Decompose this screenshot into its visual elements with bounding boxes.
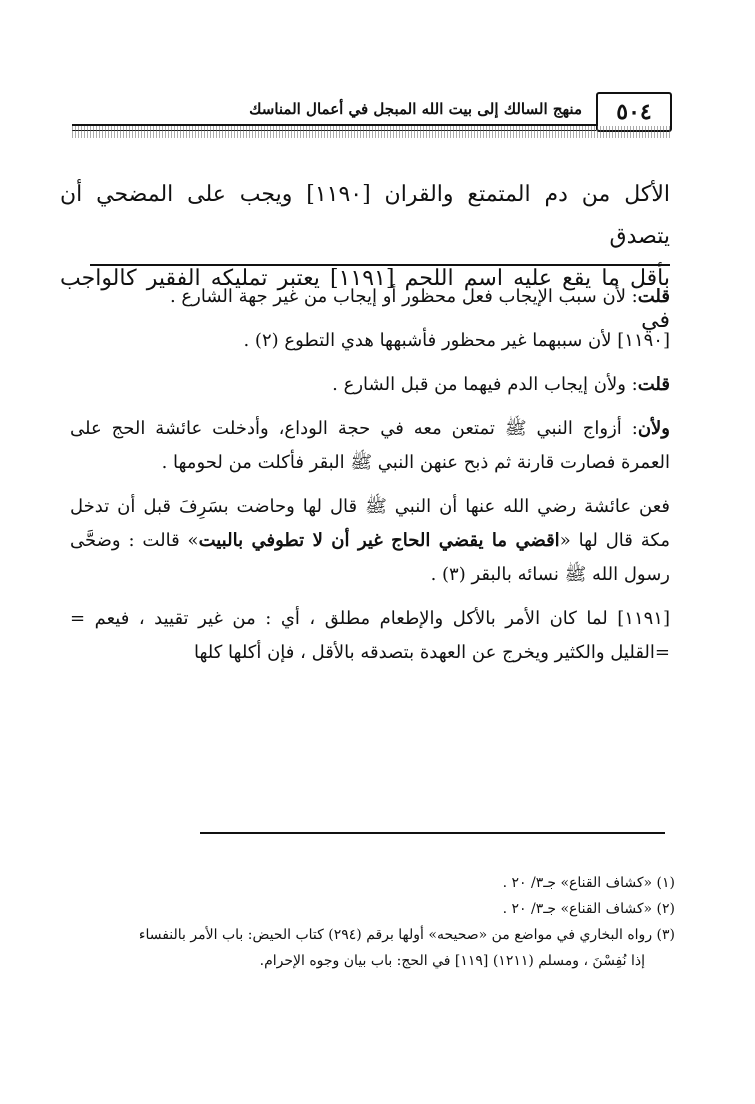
note-3-lead: قلت xyxy=(637,374,670,395)
footnote-2: (٢) «كشاف القناع» جـ٣/ ٢٠ . xyxy=(502,901,675,917)
footnote-separator xyxy=(200,832,665,834)
note-1191: [١١٩١] لما كان الأمر بالأكل والإطعام مطلق ، أي : من غير تقييد ، فيعم = =القليل والكثير ويخرج عن العهدة بتصدقه بالأقل ، فإن أكلها كلها xyxy=(70,608,670,663)
main-line-2: بأقل ما يقع عليه اسم اللحم [١١٩١] يعتبر تمليكه الفقير كالواجب في xyxy=(60,266,671,333)
footnote-3-line-1: (٣) رواه البخاري في مواضع من «صحيحه» أولها برقم (٢٩٤) كتاب الحيض: باب الأمر بالنفساء xyxy=(138,927,675,943)
running-title: منهج السالك إلى بيت الله المبجل في أعمال المناسك xyxy=(249,100,582,118)
note-1-lead: قلت xyxy=(637,286,670,307)
note-5-quote: اقضي ما يقضي الحاج غير أن لا تطوفي بالبيت xyxy=(198,530,560,551)
note-5 xyxy=(70,490,670,592)
header-hatch-ornament xyxy=(72,126,672,138)
note-3-text: : ولأن إيجاب الدم فيهما من قبل الشارع . xyxy=(332,374,638,395)
footnote-3-line-2: إذا نُفِسْنَ ، ومسلم (١٢١١) [١١٩] في الحج: باب بيان وجوه الإحرام. xyxy=(259,953,645,969)
note-1-text: : لأن سبب الإيجاب فعل محظور أو إيجاب من غير جهة الشارع . xyxy=(169,286,638,307)
note-5-text-a: فعن عائشة رضي الله عنها أن النبي ﷺ قال لها وحاضت بسَرِفَ قبل أن تدخل مكة قال لها « xyxy=(70,496,670,551)
footnotes xyxy=(60,870,675,974)
main-line-1: الأكل من دم المتمتع والقران [١١٩٠] ويجب على المضحي أن يتصدق xyxy=(60,182,670,249)
note-4-lead: ولأن xyxy=(637,418,670,439)
note-3 xyxy=(70,368,670,402)
note-1 xyxy=(70,280,670,314)
commentary-notes xyxy=(70,280,670,680)
note-4 xyxy=(70,412,670,480)
note-1190: [١١٩٠] لأن سببهما غير محظور فأشبهها هدي التطوع (٢) . xyxy=(243,330,670,351)
note-5-text-b: » قالت : وضحَّى رسول الله ﷺ نسائه بالبقر (٣) . xyxy=(70,530,670,585)
footnote-1: (١) «كشاف القناع» جـ٣/ ٢٠ . xyxy=(502,875,675,891)
note-4-text: : أزواج النبي ﷺ تمتعن معه في حجة الوداع، وأدخلت عائشة الحج على العمرة فصارت قارنة ثم ذبح عنهن النبي ﷺ البقر فأكلت من لحومها . xyxy=(70,418,670,473)
main-separator xyxy=(90,264,670,266)
page-number: ٥٠٤ xyxy=(596,92,672,132)
